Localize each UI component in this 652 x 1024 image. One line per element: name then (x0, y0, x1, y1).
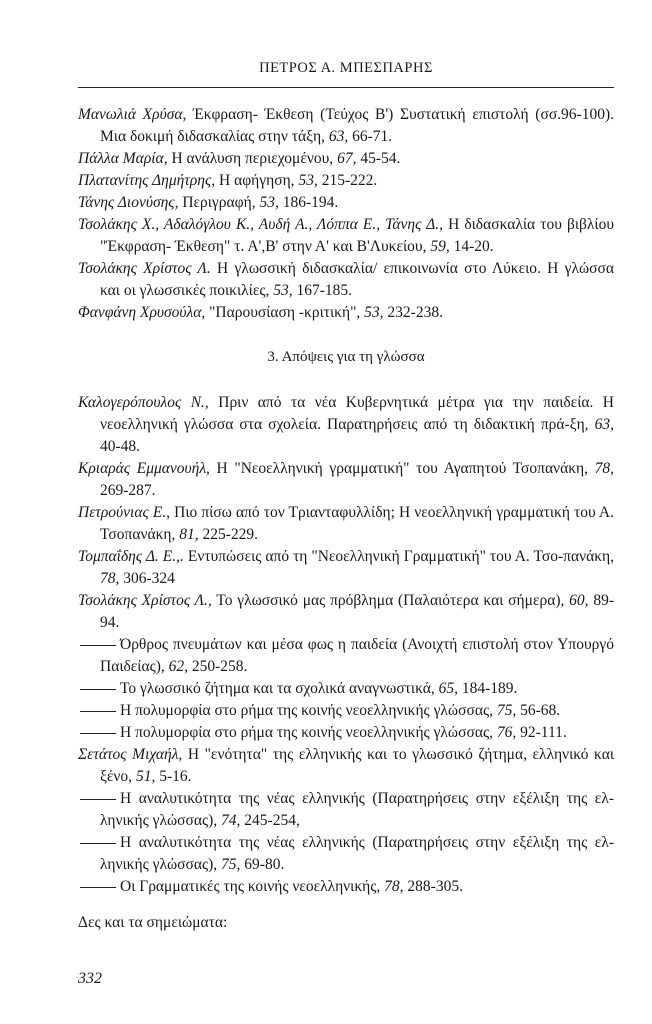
entry-pages: 306-324 (119, 570, 175, 587)
entry-volume: 53, (364, 304, 384, 321)
ditto-dash (80, 799, 116, 800)
entry-pages: 225-229. (198, 526, 259, 543)
entry-volume: 53, (298, 172, 318, 189)
entry-volume: 76, (496, 724, 517, 741)
bibliography-entry (78, 678, 614, 700)
entry-pages: 250-258. (188, 658, 248, 675)
bibliography-entry (78, 502, 614, 546)
bibliography-entry (78, 104, 614, 148)
entry-volume: 53, (259, 194, 279, 211)
entry-title: Η "Νεοελληνική γραμματική" του Αγαπητού Τσοπανάκη, (209, 460, 595, 477)
running-header: ΠΕΤΡΟΣ Α. ΜΠΕΣΠΑΡΗΣ (259, 60, 433, 76)
entry-title: Εντυπώσεις από τη "Νεοελληνική Γραμματική" του Α. Τσο-πανάκη, (183, 548, 614, 565)
ditto-dash (80, 843, 116, 844)
entry-pages: 92-111. (516, 724, 567, 741)
bibliography-entry (78, 876, 614, 898)
bibliography-entry (78, 832, 614, 876)
entry-volume: 78, (384, 878, 404, 895)
entry-pages: 66-71. (348, 128, 393, 145)
ditto-dash (80, 645, 116, 646)
entry-volume: 75, (496, 702, 517, 719)
entry-author: Τσολάκης Χ., Αδαλόγλου Κ., Αυδή Α., Λόππα Ε., Τάνης Δ., (78, 216, 444, 233)
entry-volume: 60, (569, 592, 589, 609)
bibliography-entry (78, 788, 614, 832)
bibliography-entry (78, 700, 614, 722)
entry-title: Περιγραφή, (178, 194, 260, 211)
entry-volume: 53, (273, 282, 293, 299)
entry-author: Τάνης Διονύσης, (78, 194, 179, 211)
entry-author: Καλογερόπουλος Ν., (78, 394, 209, 411)
entry-volume: 67, (337, 150, 357, 167)
page-number: 332 (78, 970, 102, 987)
bibliography-entry (78, 192, 614, 214)
entry-pages: 167-185. (292, 282, 353, 299)
entry-title: Η διδασκαλία του βιβλίου "Έκφραση- Έκθεση" τ. Α',Β' στην Α' και Β'Λυκείου, (100, 216, 615, 255)
entry-pages: 245-254, (240, 812, 300, 829)
entry-title: Το γλωσσικό μας πρόβλημα (Παλαιότερα και σήμερα), (211, 592, 570, 609)
entry-title: "Παρουσίαση -κριτική", (205, 304, 365, 321)
entry-volume: 63, (328, 128, 349, 145)
bibliography-group-2 (78, 392, 614, 898)
bibliography-entry (78, 722, 614, 744)
ditto-dash (80, 887, 116, 888)
entry-title: Η αναλυτικότητα της νέας ελληνικής (Παρατηρήσεις στην εξέλιξη της ελ-ληνικής γλώσσας), (100, 834, 614, 873)
entry-pages: 69-80. (240, 856, 285, 873)
entry-volume: 51, (135, 768, 156, 785)
bibliography-entry (78, 214, 614, 258)
entry-pages: 40-48. (100, 438, 141, 455)
bibliography-entry (78, 170, 614, 192)
entry-pages: 45-54. (356, 150, 401, 167)
entry-title: Οι Γραμματικές της κοινής νεοελληνικής, (120, 878, 385, 895)
entry-author: Πάλλα Μαρία, (78, 150, 168, 167)
entry-pages: 232-238. (383, 304, 443, 321)
entry-title: Η πολυμορφία στο ρήμα της κοινής νεοελληνικής γλώσσας, (120, 724, 497, 741)
entry-volume: 59, (430, 238, 450, 255)
bibliography-entry (78, 634, 614, 678)
entry-pages: 288-305. (403, 878, 463, 895)
entry-title: Έκφραση- Έκθεση (Τεύχος Β') Συστατική επιστολή (σσ.96-100). Μια δοκιμή διδασκαλίας στην τάξη, (100, 106, 614, 145)
bibliography-entry (78, 744, 614, 788)
entry-author: Κριαράς Εμμανουήλ, (78, 460, 210, 477)
entry-volume: 81, (179, 526, 199, 543)
entry-title: Το γλωσσικό ζήτημα και τα σχολικά αναγνωστικά, (120, 680, 439, 697)
bibliography-entry (78, 458, 614, 502)
entry-volume: 78, (594, 460, 614, 477)
bibliography-entry (78, 258, 614, 302)
bibliography-entry (78, 302, 614, 324)
section-title: 3. Απόψεις για τη γλώσσα (267, 349, 425, 365)
entry-title: Πριν από τα νέα Κυβερνητικά μέτρα για την παιδεία. Η νεοελληνική γλώσσα στα σχολεία. Παρατηρήσεις από τη διδακτική πρά-ξη, (100, 394, 614, 433)
entry-author: Πλατανίτης Δημήτρης, (78, 172, 216, 189)
see-also-note: Δες και τα σημειώματα: (78, 914, 228, 931)
entry-pages: 56-68. (516, 702, 561, 719)
entry-title: Η γλωσσική διδασκαλία/ επικοινωνία στο Λύκειο. Η γλώσσα και οι γλωσσικές ποικιλίες, (100, 260, 614, 299)
entry-volume: 74, (221, 812, 241, 829)
header-rule (78, 87, 614, 88)
entry-title: Όρθρος πνευμάτων και μέσα φως η παιδεία (Ανοιχτή επιστολή στον Υπουργό Παιδείας), (100, 636, 614, 675)
entry-pages: 269-287. (100, 482, 156, 499)
entry-title: Πιο πίσω από τον Τριανταφυλλίδη; Η νεοελληνική γραμματική του Α. Τσοπανάκη, (100, 504, 614, 543)
entry-author: Τσολάκης Χρίστος Λ., (78, 592, 212, 609)
entry-author: Φανφάνη Χρυσούλα, (78, 304, 206, 321)
entry-volume: 63, (594, 416, 614, 433)
ditto-dash (80, 733, 116, 734)
entry-pages: 14-20. (449, 238, 494, 255)
entry-pages: 215-222. (317, 172, 378, 189)
entry-author: Σετάτος Μιχαήλ, (78, 746, 183, 763)
entry-title: Η αναλυτικότητα της νέας ελληνικής (Παρατηρήσεις στην εξέλιξη της ελ-ληνικής γλώσσας), (100, 790, 614, 829)
entry-pages: 184-189. (458, 680, 518, 697)
ditto-dash (80, 689, 116, 690)
entry-pages: 186-194. (278, 194, 339, 211)
entry-title: Η "ενότητα" της ελληνικής και το γλωσσικό ζήτημα, ελληνικό και ξένο, (100, 746, 614, 785)
bibliography-entry (78, 546, 614, 590)
entry-volume: 62, (168, 658, 189, 675)
bibliography-entry (78, 392, 614, 458)
entry-pages: 5-16. (155, 768, 192, 785)
entry-title: Η αφήγηση, (215, 172, 299, 189)
entry-volume: 75, (221, 856, 241, 873)
entry-pages: 89-94. (100, 592, 615, 631)
entry-author: Τσολάκης Χρίστος Λ. (78, 260, 211, 277)
entry-author: Πετρούνιας Ε., (78, 504, 171, 521)
bibliography-entry (78, 148, 614, 170)
entry-volume: 78, (100, 570, 120, 587)
entry-author: Τομπαΐδης Δ. Ε.,. (78, 548, 184, 565)
bibliography-group-1 (78, 104, 614, 324)
bibliography-entry (78, 590, 614, 634)
entry-title: Η ανάλυση περιεχομένου, (167, 150, 338, 167)
entry-author: Μανωλιά Χρύσα, (78, 106, 187, 123)
entry-title: Η πολυμορφία στο ρήμα της κοινής νεοελληνικής γλώσσας, (120, 702, 497, 719)
ditto-dash (80, 711, 116, 712)
entry-volume: 65, (438, 680, 458, 697)
